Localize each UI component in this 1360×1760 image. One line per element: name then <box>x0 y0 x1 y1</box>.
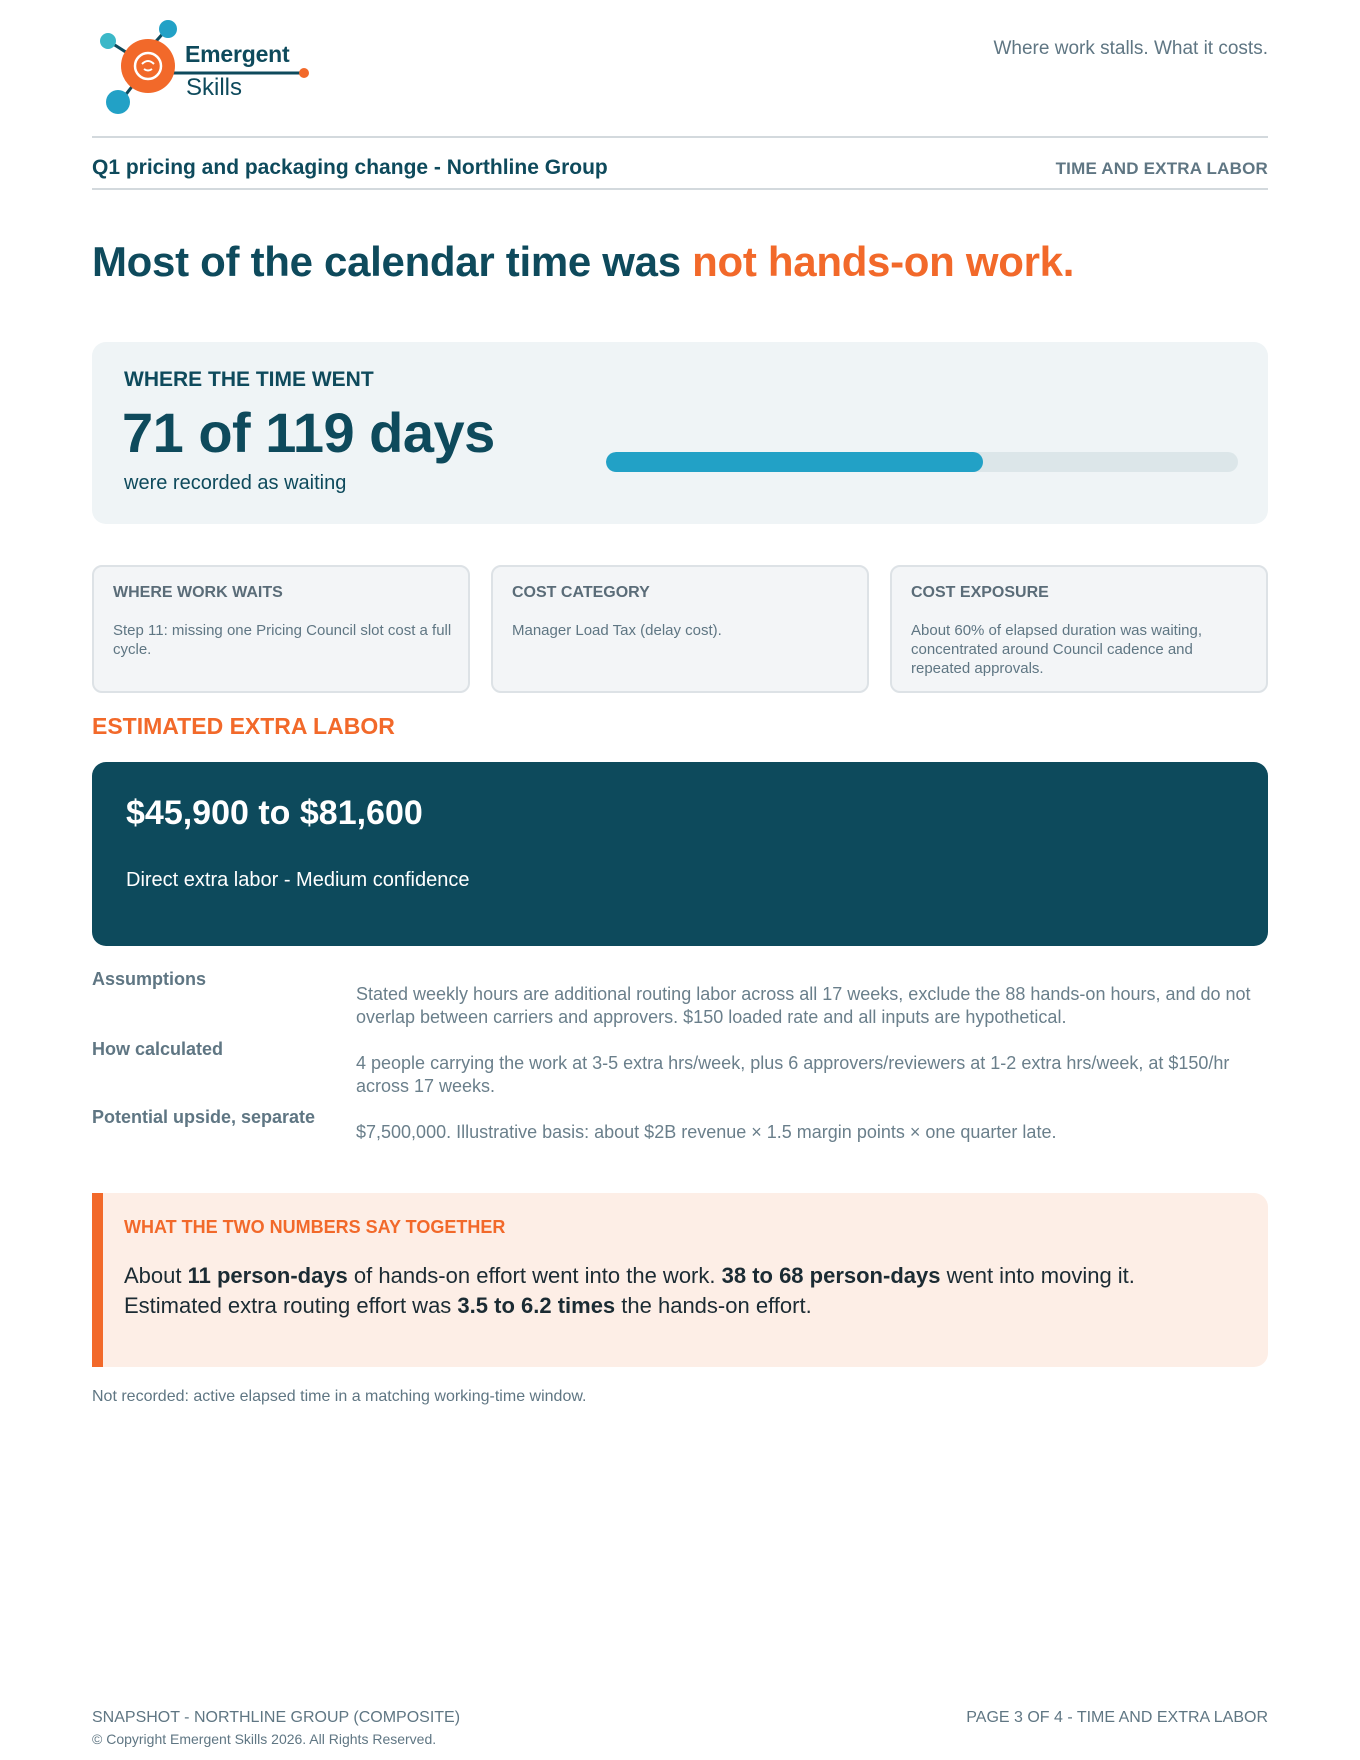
box-heading: COST CATEGORY <box>512 584 650 601</box>
section-tag: TIME AND EXTRA LABOR <box>1055 159 1268 178</box>
logo-name-line2: Skills <box>186 74 243 101</box>
callout-highlight: 3.5 to 6.2 times <box>457 1293 616 1318</box>
footer-page-indicator: PAGE 3 OF 4 - TIME AND EXTRA LABOR <box>966 1709 1268 1726</box>
headline-accent: not hands-on work. <box>692 238 1075 285</box>
extra-labor-card <box>92 762 1268 946</box>
box-heading: COST EXPOSURE <box>911 584 1049 601</box>
box-text: Manager Load Tax (delay cost). <box>512 622 722 639</box>
extra-labor-range: $45,900 to $81,600 <box>126 794 423 832</box>
waiting-progress-fill <box>606 452 983 472</box>
callout-text-part: of hands-on effort went into the work. <box>347 1263 722 1288</box>
logo-name-line1: Emergent <box>185 41 290 67</box>
time-card-value: 71 of 119 days <box>122 401 495 464</box>
waiting-progress-bar <box>606 452 1238 472</box>
brand-logo <box>92 14 312 126</box>
footer-copyright: © Copyright Emergent Skills 2026. All Rights Reserved. <box>92 1731 437 1747</box>
potential-upside-text: $7,500,000. Illustrative basis: about $2B revenue × 1.5 margin points × one quarter late. <box>356 1122 1057 1142</box>
callout-text-part: About <box>124 1263 188 1288</box>
callout-highlight: 38 to 68 person-days <box>721 1263 941 1288</box>
where-work-waits-card <box>92 565 470 693</box>
callout-text-part: the hands-on effort. <box>615 1293 812 1318</box>
callout-accent-bar <box>92 1193 103 1367</box>
how-calculated-label: How calculated <box>92 1039 224 1059</box>
not-recorded-note: Not recorded: active elapsed time in a matching working-time window. <box>92 1388 587 1405</box>
callout-heading: WHAT THE TWO NUMBERS SAY TOGETHER <box>124 1217 506 1237</box>
assumptions-text: Stated weekly hours are additional routing labor across all 17 weeks, exclude the 88 hands-on hours, and do not overlap between carriers and approvers. $150 loaded rate and all inputs are hypothetical. <box>356 984 1251 1027</box>
time-card-caption: were recorded as waiting <box>124 472 347 494</box>
callout-highlight: 11 person-days <box>187 1263 348 1288</box>
project-title: Q1 pricing and packaging change - Northline Group <box>92 156 608 179</box>
footer-snapshot-label: SNAPSHOT - NORTHLINE GROUP (COMPOSITE) <box>92 1709 461 1726</box>
potential-upside-label: Potential upside, separate <box>92 1107 316 1127</box>
extra-labor-heading: ESTIMATED EXTRA LABOR <box>92 713 395 739</box>
how-calculated-text: 4 people carrying the work at 3-5 extra hrs/week, plus 6 approvers/reviewers at 1-2 extra hrs/week, at $150/hr across 17 weeks. <box>356 1053 1230 1096</box>
box-heading: WHERE WORK WAITS <box>113 584 283 601</box>
callout-text-part: went into moving it. Estimated extra routing effort was <box>124 1263 1135 1318</box>
assumptions-label: Assumptions <box>92 969 207 989</box>
headline-main: Most of the calendar time was <box>92 238 693 285</box>
cost-category-card <box>491 565 869 693</box>
two-numbers-callout <box>92 1193 1268 1367</box>
page-headline <box>92 238 1074 286</box>
extra-labor-subtitle: Direct extra labor - Medium confidence <box>126 869 470 891</box>
box-text: Step 11: missing one Pricing Council slot cost a full cycle. <box>113 622 452 658</box>
cost-exposure-card <box>890 565 1268 693</box>
header-divider-bottom <box>92 188 1268 190</box>
header-divider-top <box>92 136 1268 138</box>
brand-logo-icon <box>92 14 312 126</box>
time-card-label: WHERE THE TIME WENT <box>124 368 374 391</box>
time-summary-card <box>92 342 1268 524</box>
callout-text <box>124 1261 1208 1321</box>
brand-tagline: Where work stalls. What it costs. <box>993 38 1268 59</box>
box-text: About 60% of elapsed duration was waiting, concentrated around Council cadence and repeated approvals. <box>911 622 1203 677</box>
